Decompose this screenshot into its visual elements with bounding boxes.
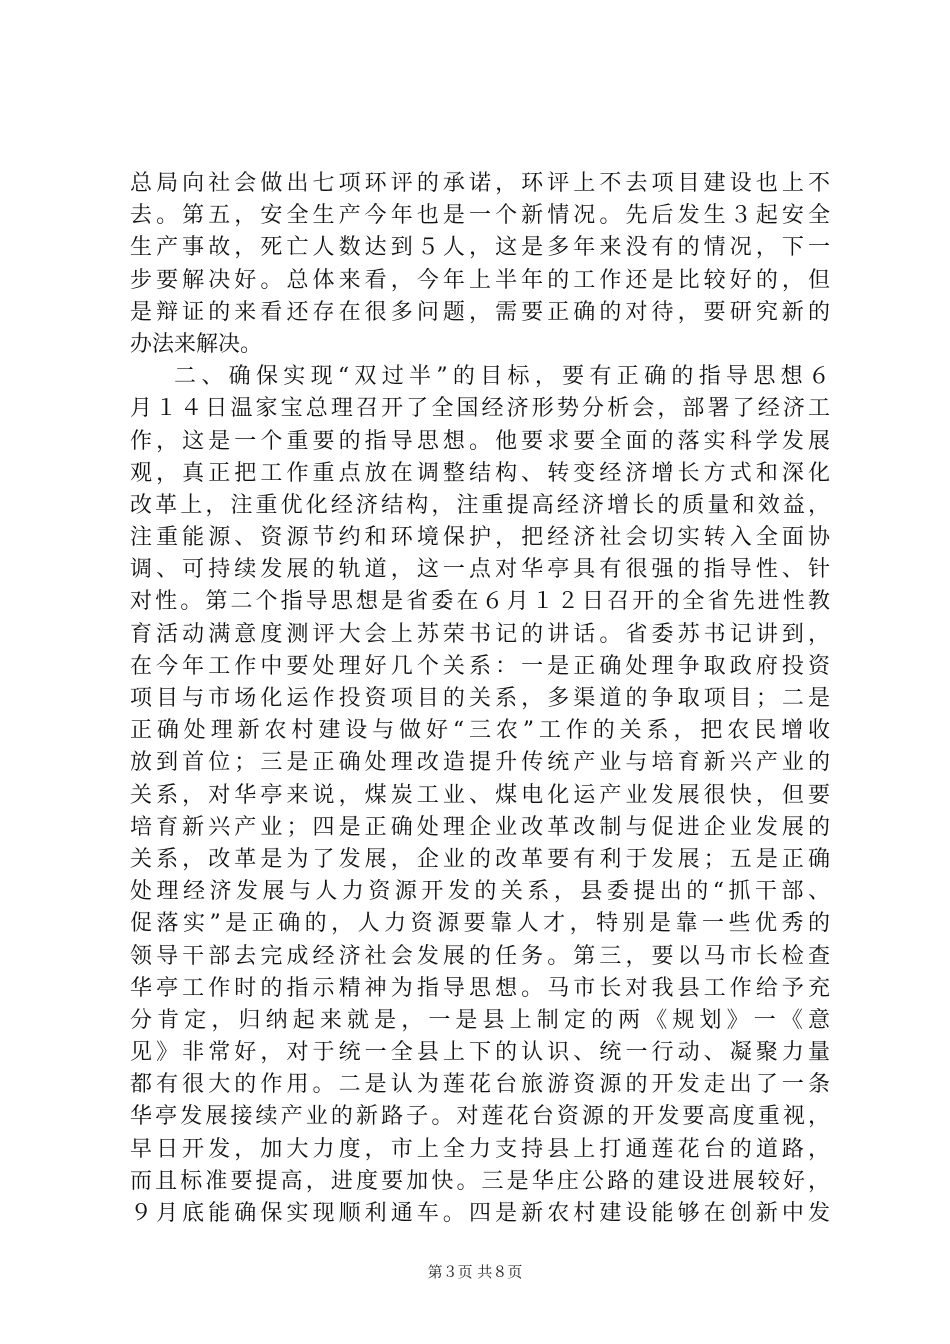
text-line: 是辩证的来看还存在很多问题，需要正确的对待，要研究新的 — [130, 299, 830, 325]
text-line: 处理经济发展与人力资源开发的关系，县委提出的“抓干部、 — [130, 879, 830, 905]
text-line: 观，真正把工作重点放在调整结构、转变经济增长方式和深化 — [130, 460, 830, 486]
text-line: 办法来解决。 — [130, 331, 263, 357]
text-line: 作，这是一个重要的指导思想。他要求要全面的落实科学发展 — [130, 428, 830, 454]
text-line: 调、可持续发展的轨道，这一点对华亭具有很强的指导性、针 — [130, 557, 830, 583]
text-line: 项目与市场化运作投资项目的关系，多渠道的争取项目；二是 — [130, 686, 830, 711]
text-line: 促落实”是正确的，人力资源要靠人才，特别是靠一些优秀的 — [130, 911, 830, 937]
text-line: 而且标准要提高，进度要加快。三是华庄公路的建设进展较好， — [130, 1168, 830, 1194]
text-line: 总局向社会做出七项环评的承诺，环评上不去项目建设也上不 — [130, 171, 830, 196]
text-line: 生产事故，死亡人数达到５人，这是多年来没有的情况，下一 — [130, 235, 830, 261]
text-line: 对性。第二个指导思想是省委在６月１２日召开的全省先进性教 — [130, 589, 830, 615]
section-heading-line: 二、确保实现“双过半”的目标，要有正确的指导思想６ — [174, 364, 830, 390]
page-footer — [0, 1262, 950, 1282]
text-line: 华亭发展接续产业的新路子。对莲花台资源的开发要高度重视， — [130, 1104, 830, 1130]
page-number-label: 第３页 共８页 — [427, 1263, 523, 1281]
text-line: 分肯定，归纳起来就是，一是县上制定的两《规划》一《意 — [130, 1007, 830, 1033]
text-line: 早日开发，加大力度，市上全力支持县上打通莲花台的道路， — [130, 1136, 830, 1162]
text-line: 去。第五，安全生产今年也是一个新情况。先后发生３起安全 — [130, 203, 830, 229]
text-line: 正确处理新农村建设与做好“三农”工作的关系，把农民增收 — [130, 718, 830, 744]
text-line: 华亭工作时的指示精神为指导思想。马市长对我县工作给予充 — [130, 975, 830, 1001]
text-line: 注重能源、资源节约和环境保护，把经济社会切实转入全面协 — [130, 525, 830, 551]
text-line: ９月底能确保实现顺利通车。四是新农村建设能够在创新中发 — [130, 1201, 830, 1226]
text-line: 关系，对华亭来说，煤炭工业、煤电化运产业发展很快，但要 — [130, 782, 830, 808]
body-text — [130, 168, 830, 1230]
text-line: 放到首位；三是正确处理改造提升传统产业与培育新兴产业的 — [130, 750, 830, 776]
text-line: 关系，改革是为了发展，企业的改革要有利于发展；五是正确 — [130, 846, 830, 872]
text-line: 育活动满意度测评大会上苏荣书记的讲话。省委苏书记讲到， — [130, 621, 830, 647]
text-line: 都有很大的作用。二是认为莲花台旅游资源的开发走出了一条 — [130, 1072, 830, 1098]
text-line: 培育新兴产业；四是正确处理企业改革改制与促进企业发展的 — [130, 814, 830, 840]
text-line: 月１４日温家宝总理召开了全国经济形势分析会，部署了经济工 — [130, 396, 830, 422]
text-line: 在今年工作中要处理好几个关系：一是正确处理争取政府投资 — [130, 653, 830, 679]
text-line: 改革上，注重优化经济结构，注重提高经济增长的质量和效益， — [130, 492, 830, 518]
text-line: 领导干部去完成经济社会发展的任务。第三，要以马市长检查 — [130, 943, 830, 969]
text-line: 见》非常好，对于统一全县上下的认识、统一行动、凝聚力量 — [130, 1040, 830, 1066]
text-line: 步要解决好。总体来看，今年上半年的工作还是比较好的，但 — [130, 267, 830, 293]
